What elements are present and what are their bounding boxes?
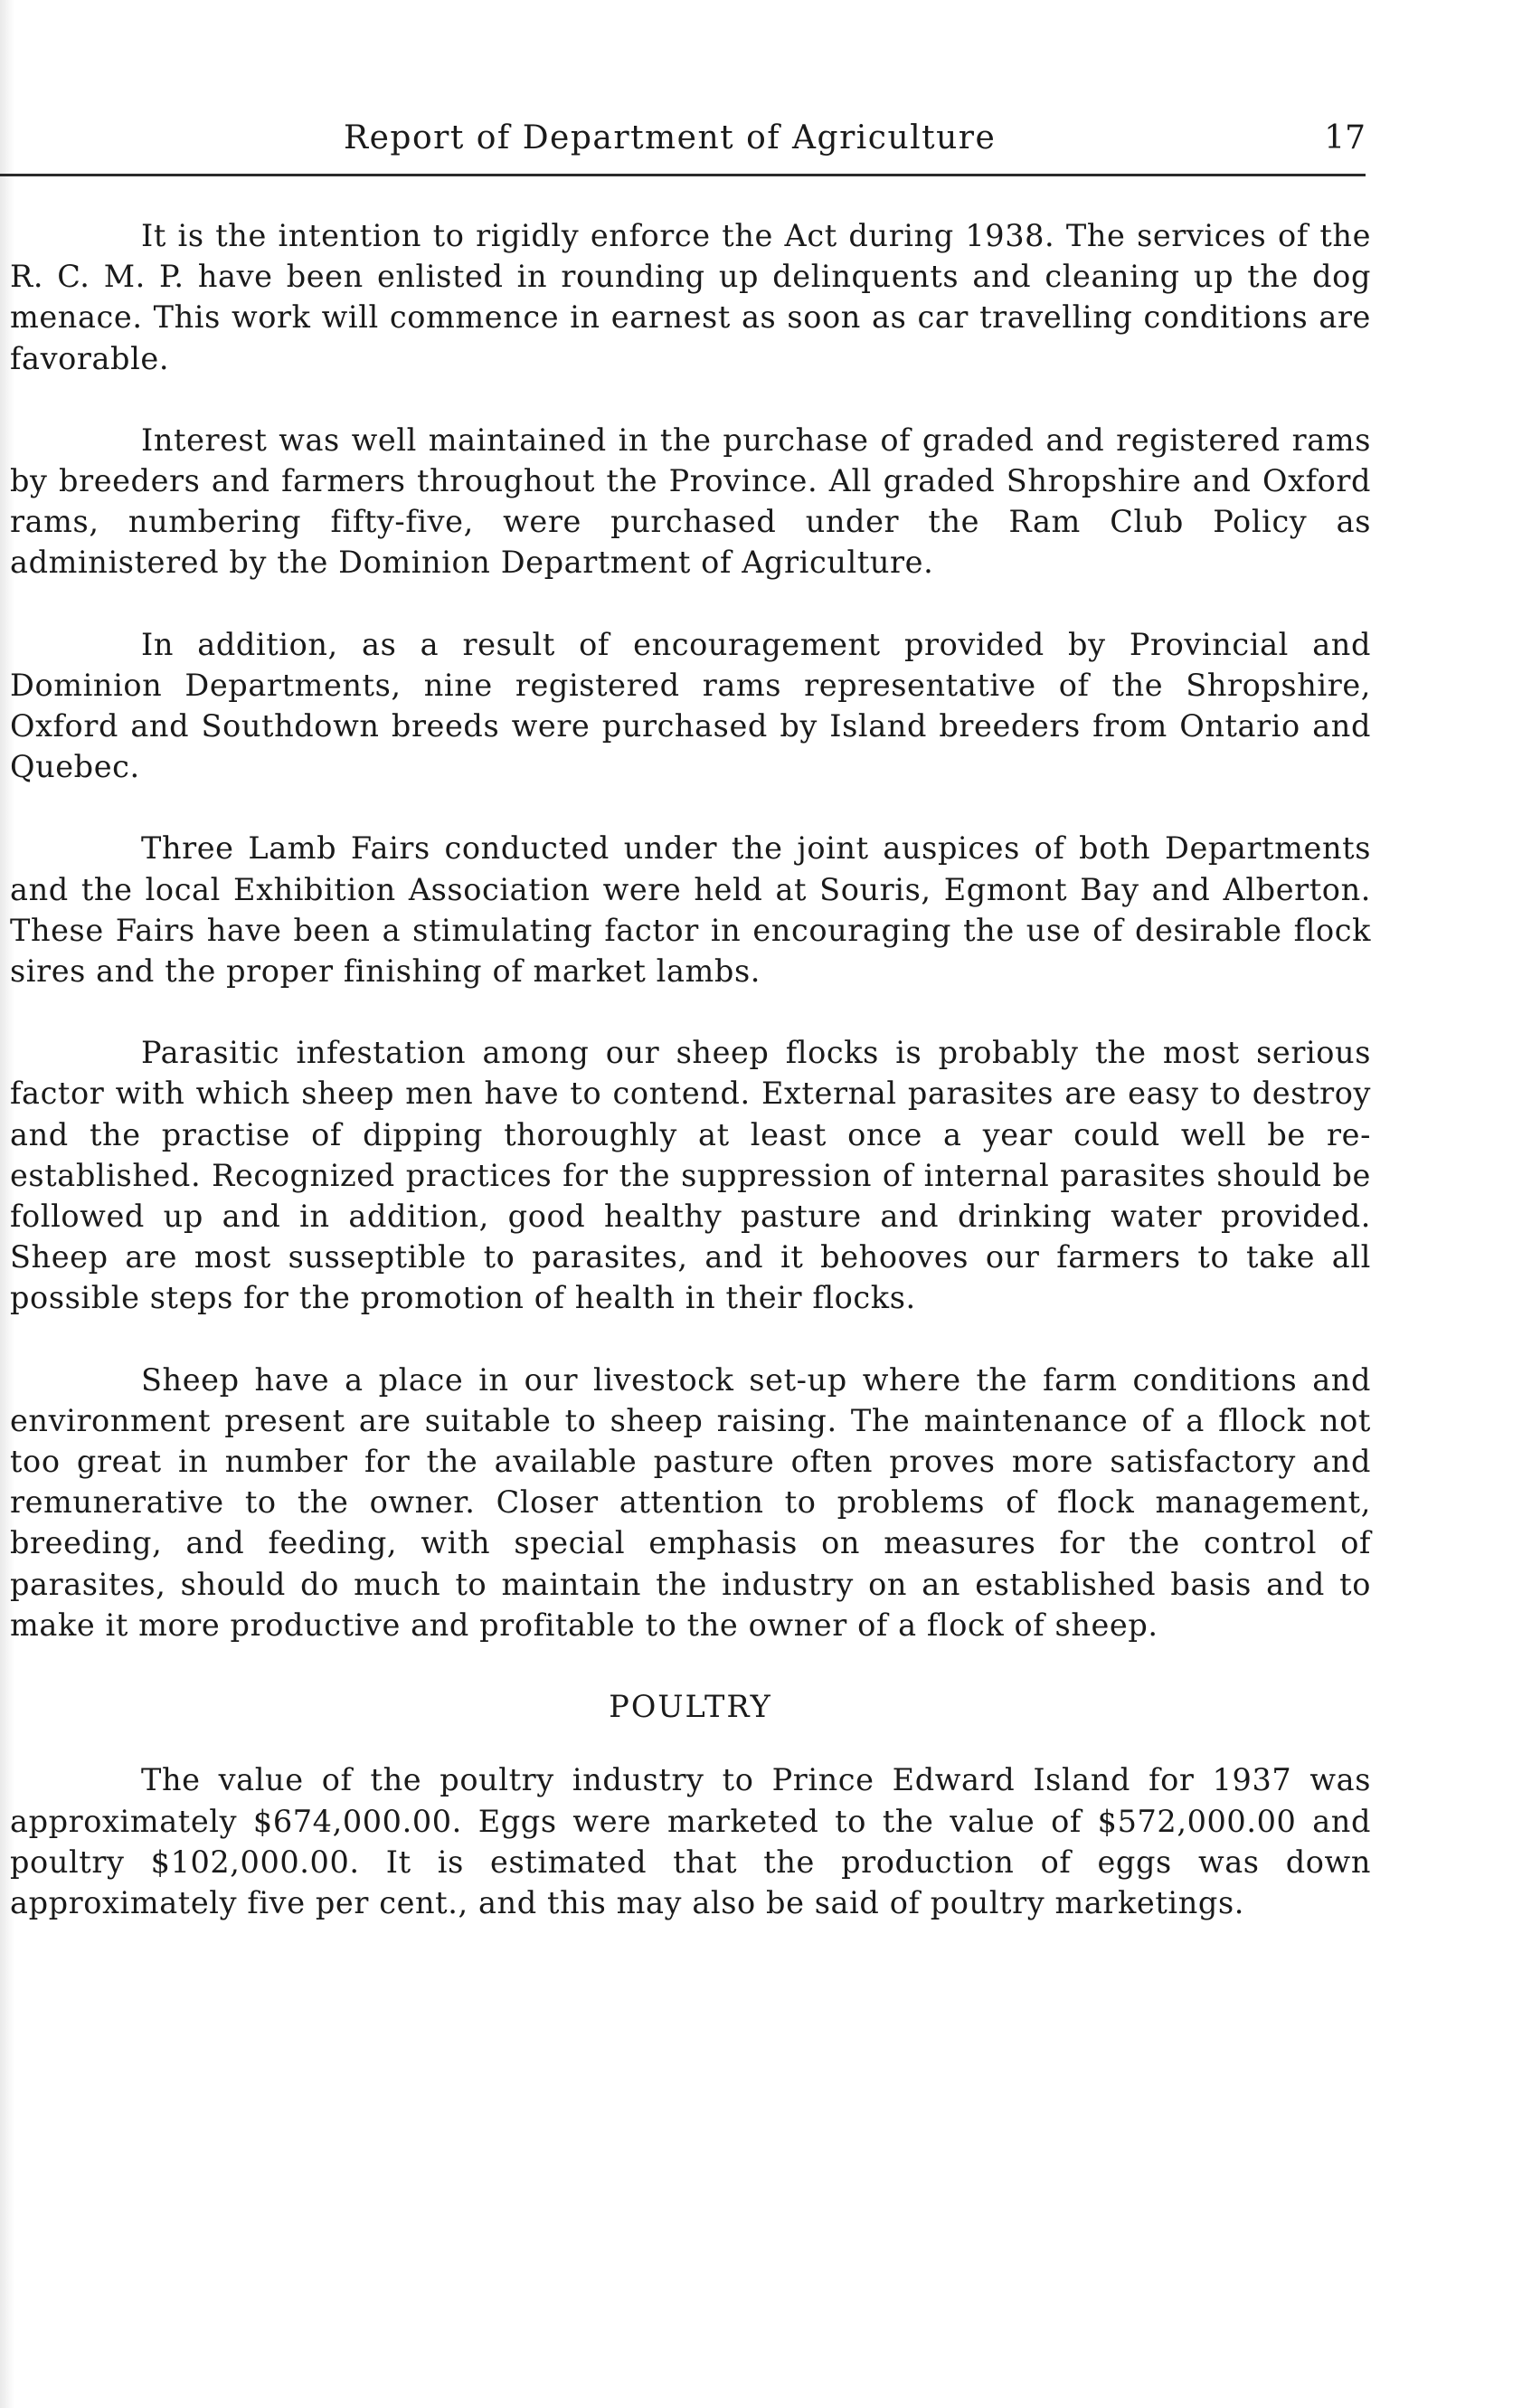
paragraph-flock-management: Sheep have a place in our livestock set-up where the farm conditions and environment present are suitable to sheep raising. The maintenance of a fllock not too great in number for the available pasture often proves more satisfactory and remunerative to the owner. Closer attention to problems of flock management, breeding, and feeding, with special emphasis on measures for the control of parasites, should do much to maintain the industry on an established basis and to make it more productive and profitable to the owner of a flock of sheep.: [10, 1361, 1371, 1643]
paragraph-dog-act: It is the intention to rigidly enforce the Act during 1938. The services of the R. C. M. P. have been enlisted in rounding up delinquents and cleaning up the dog menace. This work will commence in earnest as soon as car travelling conditions are favorable.: [10, 218, 1371, 376]
paragraph-lamb-fairs: Three Lamb Fairs conducted under the joint auspices of both Departments and the local Exhibition Association were held at Souris, Egmont Bay and Alberton. These Fairs have been a stimulating factor in encouraging the use of desirable flock sires and the proper finishing of market lambs.: [10, 830, 1371, 990]
header-rule: [0, 174, 1366, 176]
page-number: 17: [1324, 119, 1366, 156]
paragraph-parasites: Parasitic infestation among our sheep flocks is probably the most serious factor with which sheep men have to contend. External parasites are easy to destroy and the practise of dipping thoroughly at least once a year could well be re-established. Recognized practices for the suppression of internal parasites should be followed up and in addition, good healthy pasture and drinking water provided. Sheep are most susseptible to parasites, and it behooves our farmers to take all possible steps for the promotion of health in their flocks.: [10, 1035, 1371, 1316]
page-header: [344, 119, 1366, 165]
section-heading-poultry: POULTRY: [609, 1689, 772, 1725]
body-text: [10, 215, 1371, 1964]
running-title: Report of Department of Agriculture: [344, 119, 997, 156]
paragraph-poultry-value: The value of the poultry industry to Prince Edward Island for 1937 was approximately $674,000.00. Eggs were marketed to the value of $572,000.00 and poultry $102,000.00. It is estimated that the production of eggs was down approximately five per cent., and this may also be said of poultry marketings.: [10, 1762, 1371, 1920]
paragraph-registered-rams: In addition, as a result of encouragement provided by Provincial and Dominion Departments, nine registered rams representative of the Shropshire, Oxford and Southdown breeds were purchased by Island breeders from Ontario and Quebec.: [10, 626, 1371, 785]
paragraph-ram-purchase: Interest was well maintained in the purchase of graded and registered rams by breeders and farmers throughout the Province. All graded Shropshire and Oxford rams, numbering fifty-five, were purchased under the Ram Club Policy as administered by the Dominion Department of Agriculture.: [10, 422, 1371, 581]
